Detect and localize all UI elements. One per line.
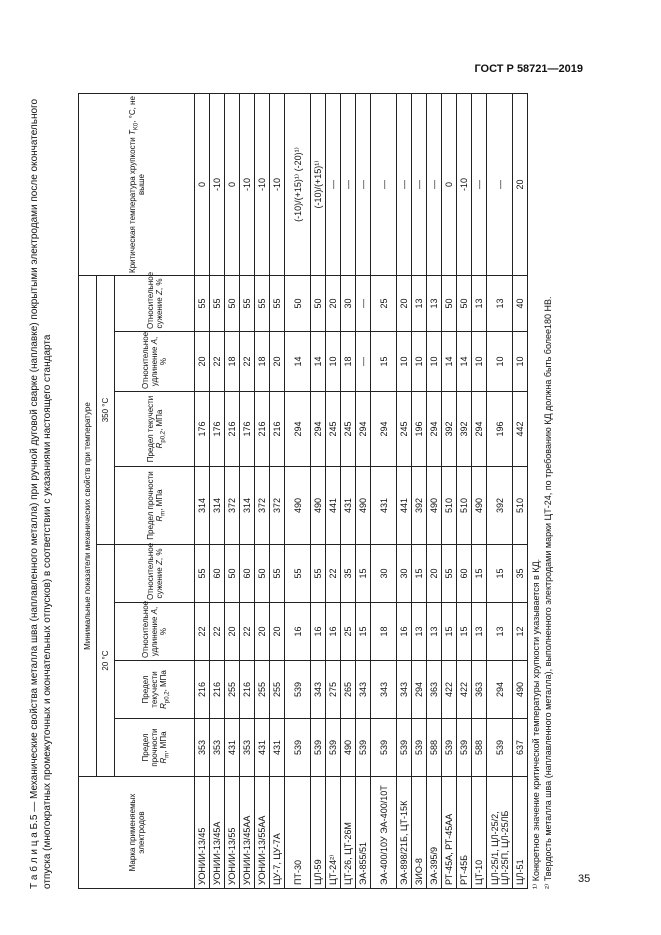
elongation-20-header: Относительное удлинение A, % bbox=[115, 603, 195, 661]
cell-rm20: 353 bbox=[240, 719, 255, 777]
table-row bbox=[270, 94, 285, 889]
cell-tk: -10 bbox=[210, 94, 225, 276]
cell-z350: — bbox=[356, 276, 371, 332]
cell-rp350: 176 bbox=[210, 392, 225, 467]
cell-a350: 18 bbox=[255, 332, 270, 392]
cell-rp20: 343 bbox=[311, 661, 326, 719]
table-row bbox=[240, 94, 255, 889]
table-row bbox=[311, 94, 326, 889]
cell-a350: 18 bbox=[341, 332, 356, 392]
cell-rp350: 245 bbox=[397, 392, 412, 467]
cell-tk: -10 bbox=[270, 94, 285, 276]
cell-brand: УОНИИ-13/55 bbox=[225, 777, 240, 889]
cell-z20: 20 bbox=[427, 545, 442, 603]
table-row bbox=[225, 94, 240, 889]
cell-z20: 60 bbox=[457, 545, 472, 603]
table-row bbox=[513, 94, 528, 889]
cell-z20: 50 bbox=[255, 545, 270, 603]
table-row bbox=[285, 94, 311, 889]
cell-a20: 16 bbox=[311, 603, 326, 661]
cell-brand: ЭА-855/51 bbox=[356, 777, 371, 889]
cell-z20: 35 bbox=[513, 545, 528, 603]
cell-tk: 0 bbox=[225, 94, 240, 276]
cell-tk: -10 bbox=[255, 94, 270, 276]
cell-rm20: 431 bbox=[270, 719, 285, 777]
cell-rp20: 216 bbox=[195, 661, 210, 719]
table-body bbox=[195, 94, 528, 889]
contraction-20-header: Относительное сужение Z, % bbox=[115, 545, 195, 603]
contraction-350-header: Относительное сужение Z, % bbox=[115, 276, 195, 332]
cell-rp350: 245 bbox=[326, 392, 341, 467]
table-row bbox=[427, 94, 442, 889]
cell-z350: 20 bbox=[326, 276, 341, 332]
table-row bbox=[457, 94, 472, 889]
mechanical-properties-table bbox=[78, 93, 528, 889]
table-row bbox=[255, 94, 270, 889]
brand-header: Марка применяемых электродов bbox=[79, 777, 195, 889]
cell-a20: 13 bbox=[487, 603, 513, 661]
cell-z20: 15 bbox=[487, 545, 513, 603]
tensile-20-header: Предел прочности $R_m$, МПа bbox=[115, 719, 195, 777]
cell-brand: ЦТ-26, ЦТ-26М bbox=[341, 777, 356, 889]
cell-a20: 13 bbox=[427, 603, 442, 661]
cell-z350: 40 bbox=[513, 276, 528, 332]
cell-rm350: 490 bbox=[356, 467, 371, 545]
cell-z350: 50 bbox=[225, 276, 240, 332]
cell-a350: 20 bbox=[195, 332, 210, 392]
temp-20-header: 20 °С bbox=[97, 545, 115, 777]
cell-z350: 50 bbox=[311, 276, 326, 332]
cell-rm20: 353 bbox=[195, 719, 210, 777]
table-row bbox=[341, 94, 356, 889]
table-row bbox=[326, 94, 341, 889]
cell-z350: 55 bbox=[195, 276, 210, 332]
cell-a350: 10 bbox=[472, 332, 487, 392]
cell-rm20: 431 bbox=[225, 719, 240, 777]
cell-z20: 15 bbox=[356, 545, 371, 603]
cell-rp350: 196 bbox=[412, 392, 427, 467]
cell-brand: УОНИИ-13/45 bbox=[195, 777, 210, 889]
cell-a350: 14 bbox=[457, 332, 472, 392]
cell-rp350: 294 bbox=[356, 392, 371, 467]
cell-tk: 0 bbox=[442, 94, 457, 276]
cell-tk: — bbox=[487, 94, 513, 276]
cell-rp20: 255 bbox=[270, 661, 285, 719]
cell-a350: 20 bbox=[270, 332, 285, 392]
cell-rm350: 372 bbox=[255, 467, 270, 545]
cell-tk: — bbox=[341, 94, 356, 276]
critical-temp-header: Критическая температура хрупкости $T_{K0}$, °С, не выше bbox=[79, 94, 195, 276]
table-row bbox=[210, 94, 225, 889]
cell-rp350: 392 bbox=[457, 392, 472, 467]
table-row bbox=[356, 94, 371, 889]
cell-rm350: 490 bbox=[311, 467, 326, 545]
rotated-table-block bbox=[28, 94, 586, 889]
cell-brand: ЦУ-7, ЦУ-7А bbox=[270, 777, 285, 889]
cell-a20: 16 bbox=[326, 603, 341, 661]
cell-brand: УОНИИ-13/45А bbox=[210, 777, 225, 889]
cell-brand: РТ-45А, РТ-45АА bbox=[442, 777, 457, 889]
cell-rm350: 431 bbox=[371, 467, 397, 545]
standard-designation: ГОСТ Р 58721—2019 bbox=[474, 63, 583, 75]
cell-a350: 22 bbox=[210, 332, 225, 392]
cell-rp350: 216 bbox=[225, 392, 240, 467]
cell-rp350: 196 bbox=[487, 392, 513, 467]
cell-rm350: 490 bbox=[285, 467, 311, 545]
cell-rp20: 216 bbox=[240, 661, 255, 719]
cell-rm350: 510 bbox=[442, 467, 457, 545]
page-number: 35 bbox=[578, 873, 591, 885]
cell-rp350: 442 bbox=[513, 392, 528, 467]
cell-rp20: 363 bbox=[427, 661, 442, 719]
cell-rp20: 343 bbox=[371, 661, 397, 719]
cell-z20: 55 bbox=[270, 545, 285, 603]
cell-tk: — bbox=[397, 94, 412, 276]
tensile-350-header: Предел прочности $R_m$, МПа bbox=[115, 467, 195, 545]
cell-z20: 15 bbox=[472, 545, 487, 603]
cell-rm20: 588 bbox=[427, 719, 442, 777]
cell-a20: 12 bbox=[513, 603, 528, 661]
elongation-350-header: Относительное удлинение A, % bbox=[115, 332, 195, 392]
cell-tk: — bbox=[412, 94, 427, 276]
cell-tk: — bbox=[371, 94, 397, 276]
cell-rp350: 294 bbox=[472, 392, 487, 467]
yield-350-header: Предел текучести $R_{p0,2}$, МПа bbox=[115, 392, 195, 467]
cell-a20: 22 bbox=[195, 603, 210, 661]
temp-350-header: 350 °С bbox=[97, 276, 115, 545]
yield-20-header: Предел текучести $R_{p0,2}$, МПа bbox=[115, 661, 195, 719]
cell-a350: 10 bbox=[326, 332, 341, 392]
cell-rp350: 294 bbox=[311, 392, 326, 467]
cell-brand: ЭА-400/10У ЭА-400/10Т bbox=[371, 777, 397, 889]
cell-tk: (-10)/(+15)¹⁾ (-20)¹⁾ bbox=[285, 94, 311, 276]
cell-rm20: 353 bbox=[210, 719, 225, 777]
cell-tk: — bbox=[356, 94, 371, 276]
cell-brand: ЦТ-24²⁾ bbox=[326, 777, 341, 889]
cell-brand: ЭА-898/21Б, ЦТ-15К bbox=[397, 777, 412, 889]
cell-brand: РТ-45Б bbox=[457, 777, 472, 889]
cell-rp20: 539 bbox=[285, 661, 311, 719]
cell-z20: 55 bbox=[195, 545, 210, 603]
cell-z350: 55 bbox=[270, 276, 285, 332]
cell-rm350: 314 bbox=[210, 467, 225, 545]
cell-rp350: 216 bbox=[255, 392, 270, 467]
cell-rp20: 294 bbox=[412, 661, 427, 719]
cell-z20: 22 bbox=[326, 545, 341, 603]
cell-brand: ЦЛ-51 bbox=[513, 777, 528, 889]
cell-z350: 13 bbox=[412, 276, 427, 332]
cell-rm350: 314 bbox=[195, 467, 210, 545]
cell-rm20: 539 bbox=[487, 719, 513, 777]
cell-z350: 13 bbox=[472, 276, 487, 332]
cell-z20: 55 bbox=[311, 545, 326, 603]
cell-rp20: 216 bbox=[210, 661, 225, 719]
cell-z20: 30 bbox=[397, 545, 412, 603]
cell-tk: — bbox=[427, 94, 442, 276]
table-row bbox=[487, 94, 513, 889]
cell-tk: — bbox=[326, 94, 341, 276]
cell-rm20: 637 bbox=[513, 719, 528, 777]
cell-z20: 60 bbox=[210, 545, 225, 603]
cell-rm350: 392 bbox=[412, 467, 427, 545]
cell-rm20: 539 bbox=[326, 719, 341, 777]
cell-z350: 50 bbox=[285, 276, 311, 332]
cell-rm20: 539 bbox=[457, 719, 472, 777]
footnote-1: ¹⁾ Конкретное значение критической температуры хрупкости указывается в КД. bbox=[531, 558, 541, 889]
cell-a350: 18 bbox=[225, 332, 240, 392]
cell-a350: 14 bbox=[311, 332, 326, 392]
cell-z350: 13 bbox=[427, 276, 442, 332]
table-row bbox=[397, 94, 412, 889]
cell-a350: 10 bbox=[412, 332, 427, 392]
footnote-2: ²⁾ Твердость металла шва (наплавленного металла), выполненного электродами марки ЦТ-24, по требованию КД должна быть более180 НВ. bbox=[543, 296, 553, 889]
cell-rm350: 490 bbox=[427, 467, 442, 545]
cell-z20: 30 bbox=[371, 545, 397, 603]
cell-a20: 20 bbox=[270, 603, 285, 661]
cell-tk: -10 bbox=[457, 94, 472, 276]
cell-a20: 22 bbox=[210, 603, 225, 661]
cell-rm20: 539 bbox=[412, 719, 427, 777]
cell-rp20: 255 bbox=[255, 661, 270, 719]
cell-tk: — bbox=[472, 94, 487, 276]
cell-rp350: 294 bbox=[285, 392, 311, 467]
cell-rp20: 275 bbox=[326, 661, 341, 719]
table-row bbox=[371, 94, 397, 889]
cell-brand: УОНИИ-13/55АА bbox=[255, 777, 270, 889]
cell-a350: 14 bbox=[442, 332, 457, 392]
cell-rm350: 372 bbox=[270, 467, 285, 545]
cell-rm350: 372 bbox=[225, 467, 240, 545]
cell-tk: (-10)/(+15)¹⁾ bbox=[311, 94, 326, 276]
cell-a350: 10 bbox=[513, 332, 528, 392]
cell-a350: 15 bbox=[371, 332, 397, 392]
cell-rp350: 294 bbox=[427, 392, 442, 467]
cell-rm350: 431 bbox=[341, 467, 356, 545]
cell-rp20: 490 bbox=[513, 661, 528, 719]
cell-a20: 22 bbox=[240, 603, 255, 661]
cell-tk: -10 bbox=[240, 94, 255, 276]
cell-rp20: 363 bbox=[472, 661, 487, 719]
cell-brand: ЦЛ-59 bbox=[311, 777, 326, 889]
cell-rp350: 294 bbox=[371, 392, 397, 467]
cell-brand: УОНИИ-13/45АА bbox=[240, 777, 255, 889]
cell-rm20: 539 bbox=[371, 719, 397, 777]
cell-z20: 55 bbox=[442, 545, 457, 603]
table-row bbox=[412, 94, 427, 889]
cell-z20: 35 bbox=[341, 545, 356, 603]
cell-rp20: 422 bbox=[457, 661, 472, 719]
cell-brand: ЦТ-10 bbox=[472, 777, 487, 889]
table-caption: Т а б л и ц а Б.5 — Механические свойства металла шва (наплавленного металла) при ручной дуговой сварке (наплавке) покрытыми электродами после окончательного отпуска (многократных промежуточных и окончательных отпусков) в соответствии с указаниями настоящего стандарта bbox=[29, 98, 53, 889]
cell-a20: 15 bbox=[356, 603, 371, 661]
footnotes bbox=[530, 94, 554, 889]
cell-rp350: 392 bbox=[442, 392, 457, 467]
cell-a20: 16 bbox=[285, 603, 311, 661]
cell-tk: 0 bbox=[195, 94, 210, 276]
cell-a350: 14 bbox=[285, 332, 311, 392]
cell-tk: 20 bbox=[513, 94, 528, 276]
cell-rp20: 255 bbox=[225, 661, 240, 719]
cell-z350: 50 bbox=[442, 276, 457, 332]
cell-a20: 25 bbox=[341, 603, 356, 661]
cell-z350: 50 bbox=[457, 276, 472, 332]
cell-rp350: 176 bbox=[195, 392, 210, 467]
cell-a20: 13 bbox=[472, 603, 487, 661]
cell-a20: 15 bbox=[442, 603, 457, 661]
cell-rm20: 588 bbox=[472, 719, 487, 777]
cell-a20: 16 bbox=[397, 603, 412, 661]
cell-rm20: 431 bbox=[255, 719, 270, 777]
cell-rm350: 510 bbox=[457, 467, 472, 545]
cell-z20: 15 bbox=[412, 545, 427, 603]
cell-rm350: 314 bbox=[240, 467, 255, 545]
cell-a350: 10 bbox=[487, 332, 513, 392]
cell-a20: 20 bbox=[255, 603, 270, 661]
cell-rm350: 392 bbox=[487, 467, 513, 545]
table-row bbox=[442, 94, 457, 889]
cell-rp20: 343 bbox=[356, 661, 371, 719]
cell-rm20: 539 bbox=[442, 719, 457, 777]
cell-z20: 60 bbox=[240, 545, 255, 603]
cell-a350: 22 bbox=[240, 332, 255, 392]
cell-rp350: 245 bbox=[341, 392, 356, 467]
cell-rm20: 539 bbox=[356, 719, 371, 777]
cell-rm350: 510 bbox=[513, 467, 528, 545]
cell-z350: 13 bbox=[487, 276, 513, 332]
table-row bbox=[195, 94, 210, 889]
cell-a20: 18 bbox=[371, 603, 397, 661]
cell-a20: 20 bbox=[225, 603, 240, 661]
cell-rp350: 216 bbox=[270, 392, 285, 467]
cell-z350: 25 bbox=[371, 276, 397, 332]
table-row bbox=[472, 94, 487, 889]
cell-a20: 15 bbox=[457, 603, 472, 661]
cell-z350: 55 bbox=[210, 276, 225, 332]
cell-rp20: 265 bbox=[341, 661, 356, 719]
cell-a350: 10 bbox=[397, 332, 412, 392]
cell-brand: ЭА-395/9 bbox=[427, 777, 442, 889]
cell-rm350: 441 bbox=[326, 467, 341, 545]
cell-a350: 10 bbox=[427, 332, 442, 392]
cell-rm20: 539 bbox=[397, 719, 412, 777]
cell-brand: ЦЛ-25/1, ЦЛ-25/2, ЦЛ-25П, ЦЛ-25ЛБ bbox=[487, 777, 513, 889]
cell-rm350: 441 bbox=[397, 467, 412, 545]
cell-z350: 55 bbox=[240, 276, 255, 332]
cell-rp20: 294 bbox=[487, 661, 513, 719]
cell-rm20: 490 bbox=[341, 719, 356, 777]
cell-rp20: 422 bbox=[442, 661, 457, 719]
group-header: Минимальные показатели механических свойств при температуре bbox=[79, 276, 97, 777]
cell-z20: 55 bbox=[285, 545, 311, 603]
cell-rm20: 539 bbox=[311, 719, 326, 777]
cell-z350: 55 bbox=[255, 276, 270, 332]
cell-brand: ЗИО-8 bbox=[412, 777, 427, 889]
cell-a350: — bbox=[356, 332, 371, 392]
cell-rm350: 490 bbox=[472, 467, 487, 545]
cell-rp350: 176 bbox=[240, 392, 255, 467]
cell-a20: 13 bbox=[412, 603, 427, 661]
cell-z20: 50 bbox=[225, 545, 240, 603]
cell-rp20: 343 bbox=[397, 661, 412, 719]
cell-z350: 20 bbox=[397, 276, 412, 332]
cell-brand: ПТ-30 bbox=[285, 777, 311, 889]
cell-rm20: 539 bbox=[285, 719, 311, 777]
cell-z350: 30 bbox=[341, 276, 356, 332]
